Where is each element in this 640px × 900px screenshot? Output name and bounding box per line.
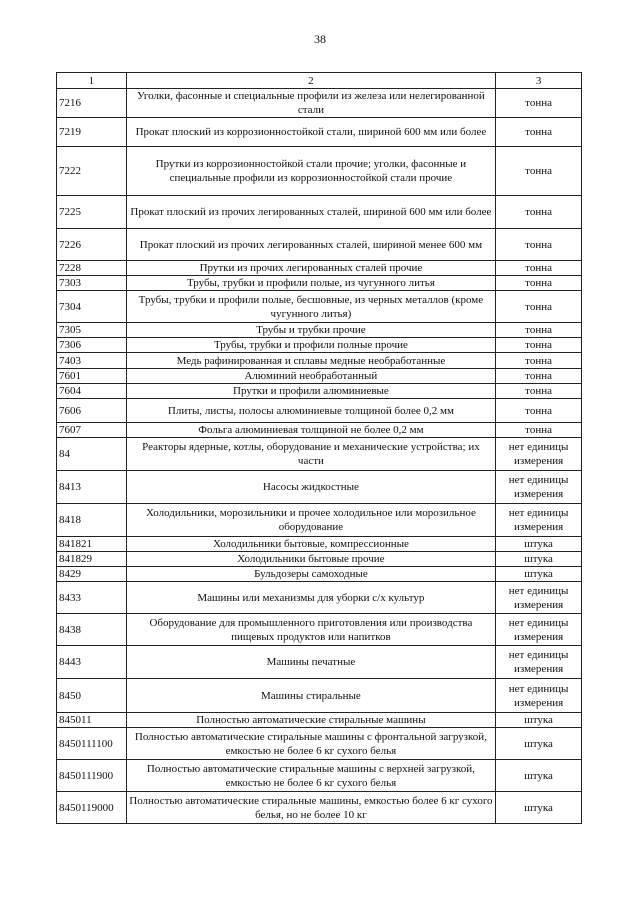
row-unit: тонна (496, 118, 582, 147)
row-code: 7228 (57, 261, 127, 276)
row-unit: нет единицы измерения (496, 614, 582, 646)
row-code: 8450119000 (57, 792, 127, 824)
table-row (57, 646, 582, 679)
row-code: 7226 (57, 229, 127, 261)
row-code: 7219 (57, 118, 127, 147)
row-name: Машины стиральные (126, 679, 496, 713)
table-row (57, 614, 582, 646)
row-unit: штука (496, 713, 582, 728)
table-row (57, 353, 582, 369)
table-row (57, 89, 582, 118)
table-body (57, 89, 582, 824)
table-row (57, 679, 582, 713)
row-code: 7607 (57, 423, 127, 438)
table-row (57, 792, 582, 824)
row-name: Насосы жидкостные (126, 471, 496, 504)
table-header-row (57, 73, 582, 89)
row-code: 8443 (57, 646, 127, 679)
row-name: Прутки и профили алюминиевые (126, 384, 496, 399)
row-unit: штука (496, 537, 582, 552)
row-name: Трубы, трубки и профили полные прочие (126, 338, 496, 353)
table-row (57, 291, 582, 323)
row-unit: тонна (496, 338, 582, 353)
row-code: 7225 (57, 196, 127, 229)
row-unit: тонна (496, 323, 582, 338)
table-row (57, 276, 582, 291)
row-code: 7303 (57, 276, 127, 291)
table-row (57, 196, 582, 229)
table-row (57, 369, 582, 384)
table-row (57, 537, 582, 552)
row-code: 7305 (57, 323, 127, 338)
row-code: 7604 (57, 384, 127, 399)
row-unit: нет единицы измерения (496, 582, 582, 614)
page-number: 38 (314, 32, 326, 46)
row-code: 8413 (57, 471, 127, 504)
row-unit: тонна (496, 196, 582, 229)
row-code: 8433 (57, 582, 127, 614)
row-name: Трубы, трубки и профили полые, бесшовные, из черных металлов (кроме чугунного литья) (126, 291, 496, 323)
table-row (57, 582, 582, 614)
row-name: Плиты, листы, полосы алюминиевые толщиной более 0,2 мм (126, 399, 496, 423)
row-name: Прокат плоский из прочих легированных сталей, шириной менее 600 мм (126, 229, 496, 261)
table-row (57, 760, 582, 792)
table-row (57, 338, 582, 353)
row-code: 7304 (57, 291, 127, 323)
product-table (56, 72, 582, 824)
row-code: 7222 (57, 147, 127, 196)
row-name: Прутки из коррозионностойкой стали прочие; уголки, фасонные и специальные профили из коррозионностойкой стали прочие (126, 147, 496, 196)
row-code: 7306 (57, 338, 127, 353)
row-unit: нет единицы измерения (496, 646, 582, 679)
table-row (57, 399, 582, 423)
row-unit: тонна (496, 89, 582, 118)
table-row (57, 713, 582, 728)
row-name: Полностью автоматические стиральные машины (126, 713, 496, 728)
row-name: Уголки, фасонные и специальные профили из железа или нелегированной стали (126, 89, 496, 118)
row-unit: штука (496, 552, 582, 567)
row-unit: штука (496, 567, 582, 582)
row-code: 8450 (57, 679, 127, 713)
row-unit: нет единицы измерения (496, 438, 582, 471)
row-unit: штука (496, 728, 582, 760)
row-unit: тонна (496, 423, 582, 438)
table-row (57, 261, 582, 276)
row-name: Холодильники бытовые, компрессионные (126, 537, 496, 552)
row-name: Машины печатные (126, 646, 496, 679)
table-row (57, 504, 582, 537)
row-code: 7606 (57, 399, 127, 423)
row-unit: штука (496, 792, 582, 824)
table-row (57, 552, 582, 567)
row-unit: тонна (496, 353, 582, 369)
row-code: 841821 (57, 537, 127, 552)
row-code: 84 (57, 438, 127, 471)
row-code: 7601 (57, 369, 127, 384)
row-unit: тонна (496, 369, 582, 384)
table-row (57, 438, 582, 471)
row-unit: тонна (496, 261, 582, 276)
row-code: 8450111100 (57, 728, 127, 760)
row-code: 8450111900 (57, 760, 127, 792)
row-name: Холодильники бытовые прочие (126, 552, 496, 567)
table-row (57, 567, 582, 582)
row-name: Машины или механизмы для уборки с/х культур (126, 582, 496, 614)
row-name: Прокат плоский из прочих легированных сталей, шириной 600 мм или более (126, 196, 496, 229)
row-code: 7403 (57, 353, 127, 369)
row-name: Полностью автоматические стиральные машины, емкостью более 6 кг сухого белья, но не более 10 кг (126, 792, 496, 824)
row-name: Полностью автоматические стиральные машины с верхней загрузкой, емкостью не более 6 кг сухого белья (126, 760, 496, 792)
row-name: Бульдозеры самоходные (126, 567, 496, 582)
row-unit: штука (496, 760, 582, 792)
row-code: 8438 (57, 614, 127, 646)
row-code: 8418 (57, 504, 127, 537)
row-name: Фольга алюминиевая толщиной не более 0,2 мм (126, 423, 496, 438)
row-unit: тонна (496, 229, 582, 261)
row-name: Медь рафинированная и сплавы медные необработанные (126, 353, 496, 369)
row-unit: тонна (496, 399, 582, 423)
row-unit: тонна (496, 384, 582, 399)
table-row (57, 323, 582, 338)
table-row (57, 118, 582, 147)
table-row (57, 471, 582, 504)
row-name: Трубы, трубки и профили полые, из чугунного литья (126, 276, 496, 291)
table-row (57, 728, 582, 760)
row-unit: нет единицы измерения (496, 504, 582, 537)
table-row (57, 384, 582, 399)
table-row (57, 147, 582, 196)
row-code: 7216 (57, 89, 127, 118)
row-unit: нет единицы измерения (496, 471, 582, 504)
column-header-3: 3 (496, 73, 582, 89)
column-header-1: 1 (57, 73, 127, 89)
row-code: 8429 (57, 567, 127, 582)
table-row (57, 229, 582, 261)
row-code: 841829 (57, 552, 127, 567)
row-name: Трубы и трубки прочие (126, 323, 496, 338)
row-unit: тонна (496, 147, 582, 196)
row-name: Реакторы ядерные, котлы, оборудование и механические устройства; их части (126, 438, 496, 471)
row-name: Прокат плоский из коррозионностойкой стали, шириной 600 мм или более (126, 118, 496, 147)
row-code: 845011 (57, 713, 127, 728)
row-name: Алюминий необработанный (126, 369, 496, 384)
row-name: Оборудование для промышленного приготовления или производства пищевых продуктов или напитков (126, 614, 496, 646)
row-unit: тонна (496, 276, 582, 291)
table-row (57, 423, 582, 438)
row-name: Прутки из прочих легированных сталей прочие (126, 261, 496, 276)
row-unit: нет единицы измерения (496, 679, 582, 713)
row-name: Холодильники, морозильники и прочее холодильное или морозильное оборудование (126, 504, 496, 537)
row-name: Полностью автоматические стиральные машины с фронтальной загрузкой, емкостью не более 6 кг сухого белья (126, 728, 496, 760)
column-header-2: 2 (126, 73, 496, 89)
row-unit: тонна (496, 291, 582, 323)
